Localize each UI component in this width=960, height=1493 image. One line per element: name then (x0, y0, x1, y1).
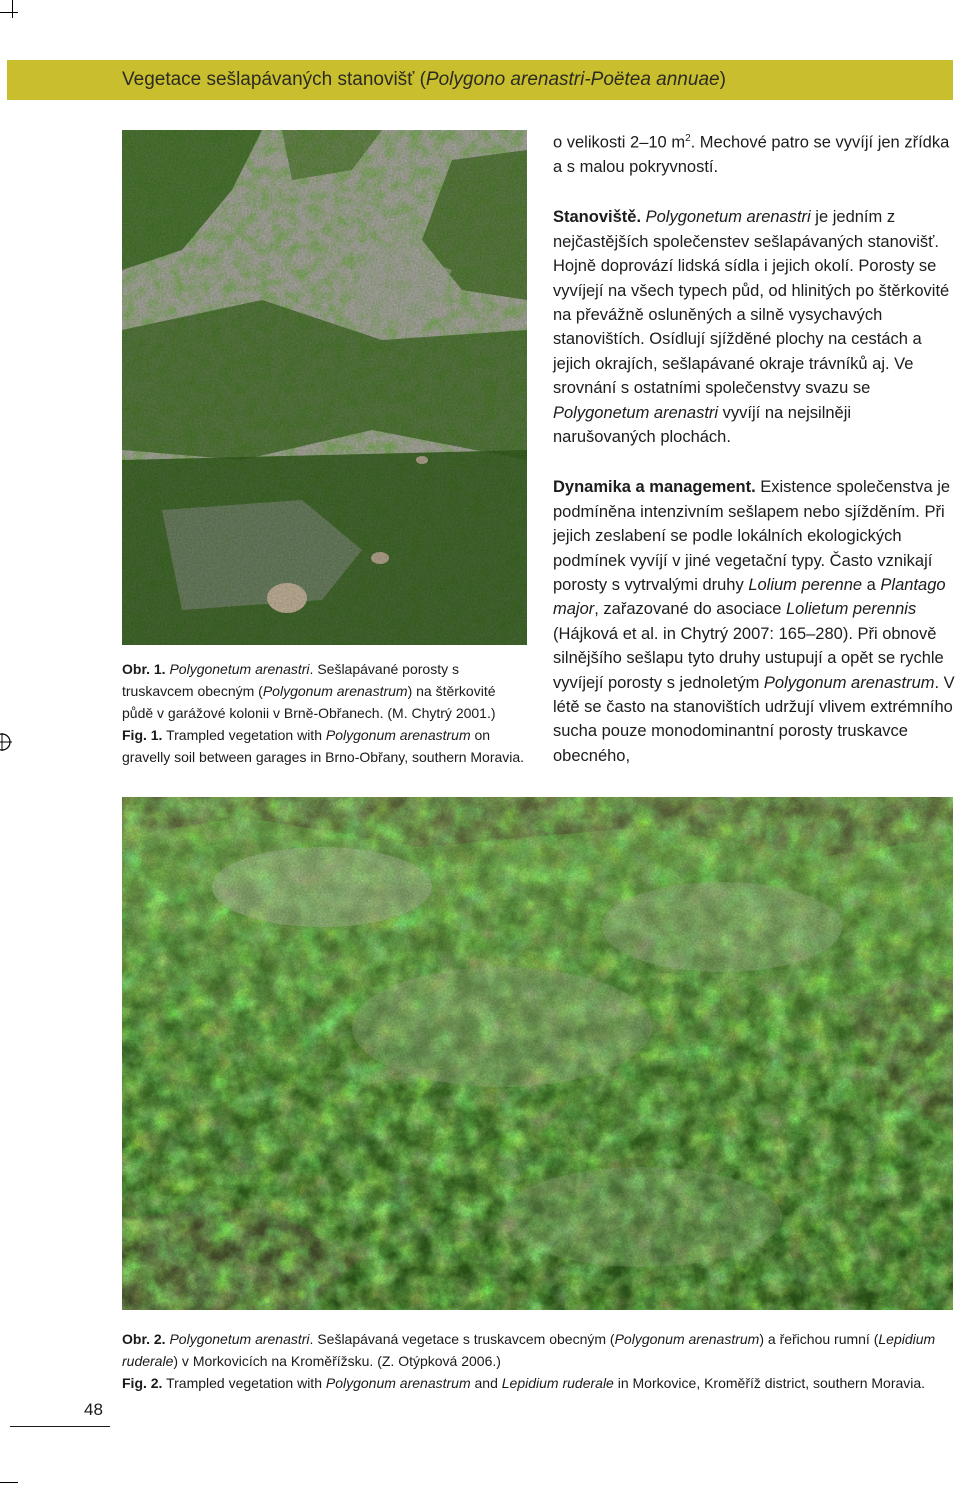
caption-text: Trampled vegetation with (162, 727, 326, 743)
caption-en (122, 1372, 953, 1394)
page-number-rule (10, 1426, 110, 1427)
crop-mark (0, 1482, 18, 1483)
body-text-column (553, 127, 955, 768)
paragraph-text: je jedním z nejčastějších společenstev sešlapávaných stanovišť. Hojně doprovází lidská sídla i jejich okolí. Porosty se vyvíjejí na všech typech půd, od hlinitých po štěrkovité na převážně osluněných a silně vysychavých stanovištích. Osídlují sjížděné plochy na cestách a jejich okrajích, sešlapávané okraje trávníků aj. Ve srovnání s ostatními společenstvy svazu se (553, 208, 950, 398)
paragraph-text: o velikosti 2–10 m (553, 133, 686, 152)
section-header (7, 60, 953, 100)
caption-italic: Polygonum arenastrum (325, 1375, 471, 1391)
section-title (122, 69, 726, 91)
paragraph-text: vyvíjí na nejsilněji narušovaných plochách. (553, 403, 852, 446)
caption-cz (122, 1328, 953, 1372)
caption-italic: Polygonum arenastrum (614, 1331, 760, 1347)
paragraph-heading: Stanoviště. (553, 208, 642, 227)
italic-term: Plantago major (553, 576, 946, 619)
figure-2-photo (122, 797, 953, 1310)
paragraph-text: a (862, 576, 881, 594)
italic-term: Lolium perenne (748, 576, 863, 594)
caption-text: and (470, 1375, 502, 1391)
registration-mark-icon (0, 730, 14, 754)
figure-1-caption (122, 658, 527, 768)
caption-italic: Polygonetum arenastri (169, 661, 310, 677)
italic-term: Lolietum perennis (785, 600, 917, 619)
paragraph-3 (553, 475, 955, 768)
page-number: 48 (84, 1400, 103, 1419)
caption-text: ) a řeřichou rumní ( (759, 1331, 879, 1347)
paragraph-text: . V létě se často na stanovištích udržují vlivem extrémního sucha pouze monodominantní porosty truskavce obecného, (553, 673, 955, 765)
caption-cz (122, 658, 527, 724)
caption-text: ) v Morkovicích na Kroměřížsku. (Z. Otýpková 2006.) (173, 1353, 501, 1369)
crop-mark (12, 0, 13, 18)
caption-text: Trampled vegetation with (162, 1375, 326, 1391)
paragraph-text: (Hájková et al. in Chytrý 2007: 165–280). Při obnově silnějšího sešlapu tyto druhy ustupují a opět se rychle vyvíjejí porosty s jednoletým (553, 624, 944, 692)
crop-mark (0, 12, 18, 13)
italic-term: Polygonetum arenastri (645, 208, 811, 227)
caption-italic: Lepidium ruderale (501, 1375, 614, 1391)
caption-text: in Morkovice, Kroměříž district, southern Moravia. (613, 1375, 926, 1391)
italic-term: Polygonum arenastrum (763, 673, 935, 692)
paragraph-text: . Mechové patro se vyvíjí jen zřídka a s malou pokryvností. (553, 133, 950, 176)
caption-label: Obr. 1. (122, 661, 166, 677)
title-text: ) (719, 69, 726, 90)
caption-italic: Polygonum arenastrum (262, 683, 408, 699)
paragraph-text: Existence společenstva je podmíněna intenzivním sešlapem nebo sjížděním. Při jejich zeslabení se podle lokálních ekologických podmínek vyvíjí v jiné vegetační typy. Často vznikají porosty s vytrvalými druhy (553, 478, 951, 594)
paragraph-2 (553, 205, 955, 449)
caption-text: . Sešlapávané porosty s truskavcem obecným ( (122, 661, 459, 699)
caption-text: . Sešlapávaná vegetace s truskavcem obecným ( (309, 1331, 615, 1347)
caption-label: Fig. 1. (122, 727, 163, 743)
caption-italic: Polygonum arenastrum (325, 727, 471, 743)
caption-italic: Polygonetum arenastri (169, 1331, 310, 1347)
caption-text: ) na štěrkovité půdě v garážové kolonii v Brně-Obřanech. (M. Chytrý 2001.) (122, 683, 496, 721)
caption-italic: Lepidium ruderale (122, 1331, 936, 1369)
caption-label: Obr. 2. (122, 1331, 166, 1347)
superscript: 2 (685, 133, 691, 144)
figure-2-caption (122, 1328, 953, 1394)
paragraph-text: , zařazované do asociace (594, 600, 786, 619)
caption-label: Fig. 2. (122, 1375, 163, 1391)
italic-term: Polygonetum arenastri (553, 403, 719, 422)
title-text: Vegetace sešlapávaných stanovišť ( (122, 69, 426, 90)
paragraph-1 (553, 127, 955, 179)
title-italic: Polygono arenastri-Poëtea annuae (425, 69, 720, 90)
caption-en (122, 724, 527, 768)
figure-1-photo (122, 130, 527, 645)
paragraph-heading: Dynamika a management. (553, 478, 756, 497)
caption-text: on gravelly soil between garages in Brno-Obřany, southern Moravia. (122, 727, 525, 765)
